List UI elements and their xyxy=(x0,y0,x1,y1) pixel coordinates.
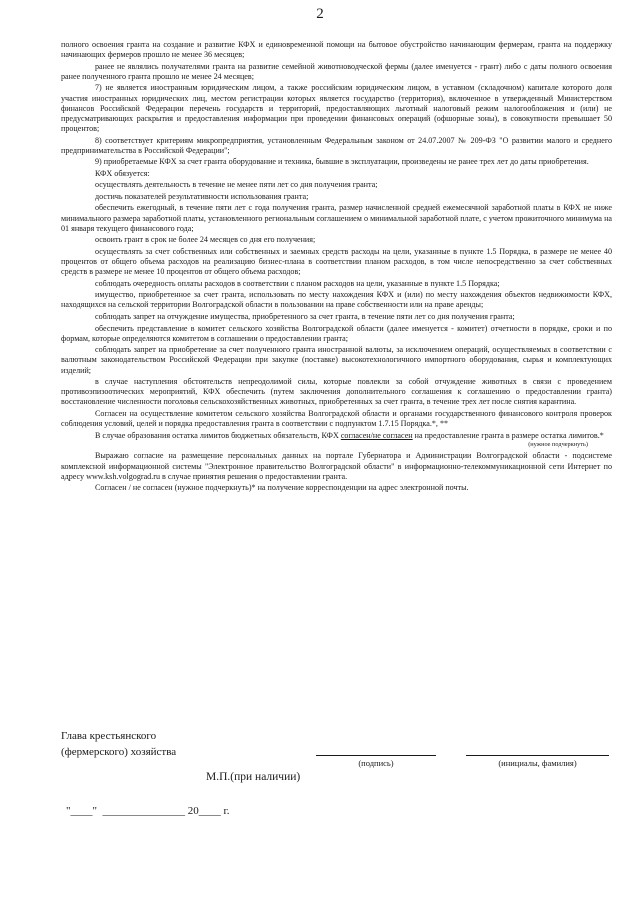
body-paragraph: соблюдать запрет на отчуждение имущества, приобретенного за счет гранта, в течение пяти лет со дня получения гранта; xyxy=(95,311,515,321)
head-title xyxy=(61,728,176,760)
name-caption: (инициалы, фамилия) xyxy=(498,758,577,768)
name-line xyxy=(466,755,609,756)
consent-paragraph: Выражаю согласие на размещение персональных данных на портале Губернатора и Администрации Волгоградской области - подсистеме комплексной информационной системы "Электронное правительство Волгоградской области" в информационно-телекоммуникационной сети Интернет по адресу www.ksh.volgograd.ru в случае принятия решения о предоставлении гранта. xyxy=(61,451,612,481)
body-paragraph: ранее не являлись получателями гранта на развитие семейной животноводческой фермы (далее именуется - грант) либо с даты полного освоения ранее полученного гранта прошло не менее 24 месяцев; xyxy=(61,61,612,81)
body-paragraph: осуществлять за счет собственных или собственных и заемных средств расходы на цели, указанные в пункте 1.5 Порядка, в размере не менее 40 процентов от общего объема расходов на реализацию бизнес-плана в соответствии планом расходов, в том числе непосредственно за счет собственных средств в размере не менее 10 процентов от общего объема расходов; xyxy=(61,246,612,277)
body-paragraph: Согласен на осуществление комитетом сельского хозяйства Волгоградской области и органами государственного финансового контроля проверок соблюдения условий, целей и порядка предоставления гранта в соответствии с подпунктом 1.7.15 Порядка.*, ** xyxy=(61,408,612,429)
body-paragraph: полного освоения гранта на создание и развитие КФХ и единовременной помощи на бытовое обустройство начинающим фермерам, гранта на поддержку начинающих фермеров прошло не менее 36 месяцев; xyxy=(61,40,612,60)
signature-caption: (подпись) xyxy=(358,758,394,768)
body-paragraph: осуществлять деятельность в течение не менее пяти лет со дня получения гранта; xyxy=(95,180,378,190)
seal-label: М.П.(при наличии) xyxy=(206,771,301,783)
consent-paragraph: Согласен / не согласен (нужное подчеркнуть)* на получение корреспонденции на адрес электронной почты. xyxy=(95,483,469,493)
body-paragraph: обеспечить ежегодный, в течение пяти лет с года получения гранта, размер начисленной средней ежемесячной заработной платы в КФХ не ниже минимального размера заработной платы, установленного региональным соглашением о минимальной заработной плате, с учетом прожиточного минимума на 01 января текущего финансового года; xyxy=(61,203,612,233)
body-paragraph: освоить грант в срок не более 24 месяцев со дня его получения; xyxy=(95,235,316,245)
limit-hint: (нужное подчеркнуть) xyxy=(528,441,588,449)
head-title-line1: Глава крестьянского xyxy=(61,730,157,742)
body-paragraph: имущество, приобретенное за счет гранта, использовать по месту нахождения КФХ и (или) по месту нахождения объектов недвижимости КФХ, находящихся на сельской территории Волгоградской области в пользовании на праве собственности или на праве аренды; xyxy=(61,290,612,310)
body-paragraph: в случае наступления обстоятельств непреодолимой силы, которые повлекли за собой отчуждение животных в связи с проведением противоэпизоотических мероприятий, КФХ обеспечить (путем заключения дополнительного соглашения к соглашению о предоставлении гранта) восстановление численности поголовья сельскохозяйственных животных, приобретенных за счет гранта, в течение трех лет после снятия карантина. xyxy=(61,377,612,407)
date-line: "____" _______________ 20____ г. xyxy=(66,805,230,817)
page-number: 2 xyxy=(316,6,324,22)
limit-text-before: В случае образования остатка лимитов бюджетных обязательств, КФХ xyxy=(95,430,341,440)
body-paragraph: соблюдать очередность оплаты расходов в соответствии с планом расходов на цели, указанные в пункте 1.5 Порядка; xyxy=(95,278,500,288)
body-paragraph: КФХ обязуется: xyxy=(95,168,150,178)
consent-list xyxy=(61,451,612,493)
body-paragraph: достичь показателей результативности использования гранта; xyxy=(95,191,309,201)
body-paragraph: обеспечить представление в комитет сельского хозяйства Волгоградской области (далее именуется - комитет) отчетности в порядке, сроки и по формам, которые определяются комитетом в соглашении о предоставлении гранта; xyxy=(61,323,612,343)
body-paragraph: 9) приобретаемые КФХ за счет гранта оборудование и техника, бывшие в эксплуатации, произведены не ранее трех лет до даты приобретения. xyxy=(95,157,589,167)
document-body xyxy=(61,40,612,495)
body-paragraph: 8) соответствует критериям микропредприятия, установленным Федеральным законом от 24.07.2007 № 209-ФЗ "О развитии малого и среднего предпринимательства в Российской Федерации"; xyxy=(61,135,612,155)
signature-line xyxy=(316,755,436,756)
paragraph-list xyxy=(61,40,612,429)
body-paragraph: соблюдать запрет на приобретение за счет полученного гранта иностранной валюты, за исключением операций, осуществляемых в соответствии с валютным законодательством Российской Федерации при закупке (поставке) высокотехнологичного импортного оборудования, сырья и комплектующих изделий; xyxy=(61,345,612,375)
limit-choice: согласен/не согласен xyxy=(340,430,413,440)
signature-block xyxy=(61,728,612,848)
limit-text-after: на предоставление гранта в размере остатка лимитов.* xyxy=(412,430,604,440)
head-title-line2: (фермерского) хозяйства xyxy=(61,746,177,758)
body-paragraph: 7) не является иностранным юридическим лицом, а также российским юридическим лицом, в уставном (складочном) капитале которого доля участия иностранных юридических лиц, местом регистрации которых является государство (территория), включенное в утвержденный Министерством финансов Российской Федерации перечень государств и территорий, предоставляющих льготный налоговый режим налогообложения и (или) не предусматривающих раскрытия и предоставления информации при проведении финансовых операций (офшорные зоны), в совокупности превышает 50 процентов; xyxy=(61,83,612,134)
